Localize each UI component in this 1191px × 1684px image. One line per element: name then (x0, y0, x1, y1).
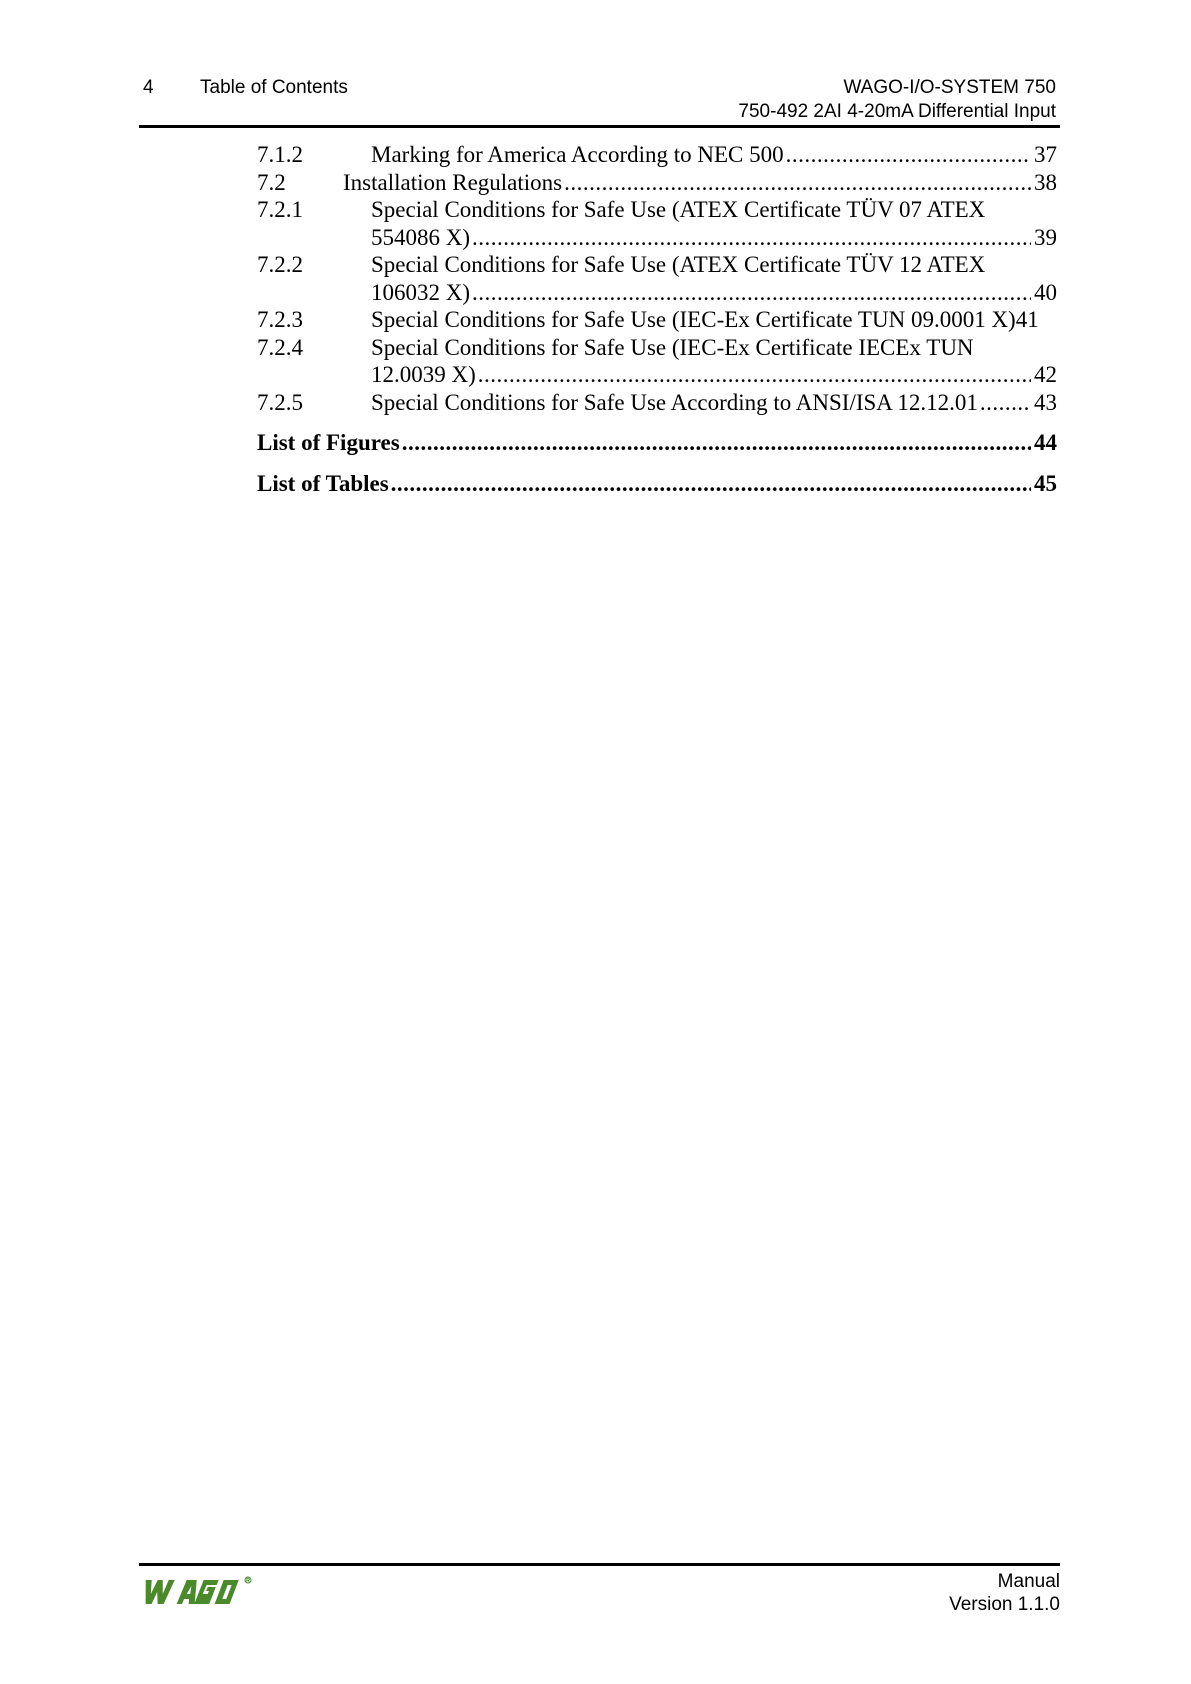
registered-mark-r (247, 1578, 249, 1582)
toc-entry-title: Special Conditions for Safe Use According to ANSI/ISA 12.12.01 (371, 389, 978, 415)
dot-leader (472, 279, 1031, 307)
footer-info (949, 1570, 1060, 1616)
dot-leader (564, 169, 1031, 197)
toc-entry-7-1-2[interactable] (257, 141, 1057, 169)
header-page-number: 4 (143, 77, 154, 98)
toc-entry-number: 7.1.2 (257, 142, 303, 167)
footer-manual-label: Manual (997, 1571, 1060, 1592)
toc-entry-title: List of Tables (257, 470, 389, 496)
footer-rule (139, 1563, 1060, 1566)
toc-list-of-figures[interactable] (257, 429, 1057, 457)
toc-entry-number: 7.2.5 (257, 389, 303, 415)
toc-entry-number: 7.2.1 (257, 197, 303, 222)
toc-entry-7-2[interactable] (257, 169, 1057, 197)
header-product-line1: WAGO-I/O-SYSTEM 750 (843, 77, 1056, 98)
dot-leader (402, 429, 1031, 457)
wago-logo-mark (141, 1580, 239, 1604)
toc-entry-title: Special Conditions for Safe Use (ATEX Certificate TÜV 12 ATEX (371, 252, 986, 277)
toc-entry-title-continued: 12.0039 X) (371, 362, 476, 387)
toc-entry-7-2-4[interactable] (257, 334, 1057, 389)
toc-entry-7-2-1[interactable] (257, 196, 1057, 251)
page-header (139, 76, 1060, 128)
dot-leader (472, 224, 1031, 252)
toc-list-of-tables[interactable] (257, 470, 1057, 498)
toc-entry-title: List of Figures (257, 430, 400, 455)
toc-entry-number: 7.2 (257, 169, 286, 195)
toc-entry-page: 37 (1034, 142, 1057, 167)
wago-logo (141, 1574, 253, 1610)
toc-entry-title: Special Conditions for Safe Use (IEC-Ex Certificate IECEx TUN (371, 334, 974, 360)
header-section-title: Table of Contents (200, 77, 348, 98)
toc-entry-page: 39 (1034, 224, 1057, 250)
toc-entry-7-2-5[interactable] (257, 389, 1057, 417)
dot-leader (786, 141, 1031, 169)
dot-leader (980, 389, 1031, 417)
dot-leader (478, 361, 1031, 389)
toc-entry-number: 7.2.2 (257, 252, 303, 277)
toc-entry-title-continued: 106032 X) (371, 279, 471, 305)
toc-entry-number: 7.2.4 (257, 334, 303, 360)
toc-entry-7-2-2[interactable] (257, 251, 1057, 306)
footer-version: Version 1.1.0 (949, 1594, 1060, 1615)
toc-entry-page: 42 (1034, 362, 1057, 387)
toc-entry-title: Marking for America According to NEC 500 (371, 142, 784, 167)
toc-entry-page: 40 (1034, 279, 1057, 305)
toc-entry-title: Special Conditions for Safe Use (ATEX Certificate TÜV 07 ATEX (371, 197, 986, 222)
toc-entry-page: 38 (1034, 169, 1057, 195)
toc-entry-7-2-3[interactable] (257, 306, 1057, 334)
toc-entry-page: 43 (1034, 389, 1057, 415)
header-rule (139, 125, 1060, 128)
toc-entry-page: 44 (1034, 430, 1057, 455)
dot-leader (391, 470, 1031, 498)
header-product (738, 76, 1056, 124)
toc-entry-page: 45 (1034, 470, 1057, 496)
toc-entry-title-continued: 554086 X) (371, 224, 471, 250)
toc-entry-title: Special Conditions for Safe Use (IEC-Ex Certificate TUN 09.0001 X)41 (371, 307, 1039, 332)
table-of-contents (257, 141, 1057, 497)
header-product-line2: 750-492 2AI 4-20mA Differential Input (738, 101, 1056, 122)
toc-entry-title: Installation Regulations (343, 169, 563, 195)
toc-entry-number: 7.2.3 (257, 307, 303, 332)
